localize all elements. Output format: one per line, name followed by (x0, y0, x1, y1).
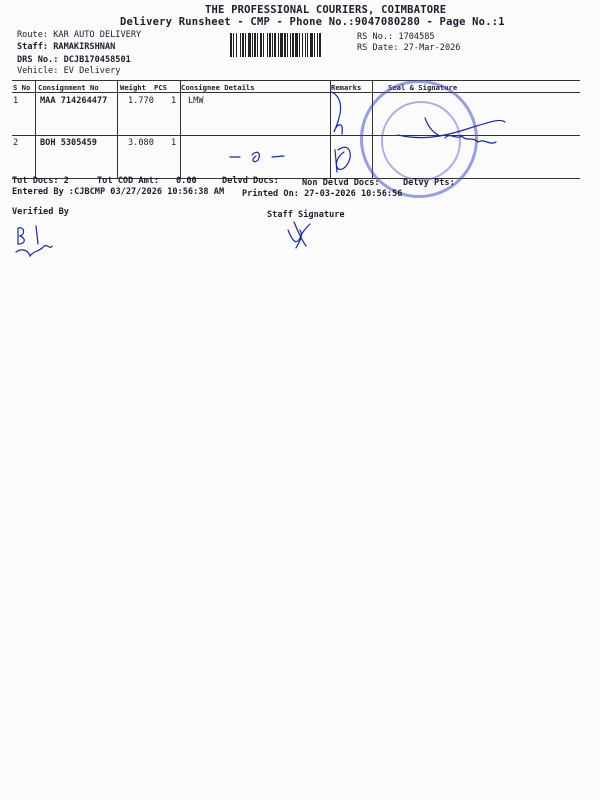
header-sno: S No (13, 83, 31, 92)
route-text: Route: KAR AUTO DELIVERY (17, 30, 142, 40)
rs-number: RS No.: 1704585 (357, 32, 435, 42)
header-seal: Seal & Signature (388, 83, 458, 92)
header-consignee: Consignee Details (181, 83, 255, 92)
staff-signature-label: Staff Signature (267, 210, 345, 220)
header-pcs: PCS (154, 83, 167, 92)
rs-date: RS Date: 27-Mar-2026 (357, 43, 461, 53)
drs-text: DRS No.: DCJB170458501 (17, 55, 131, 65)
header-remarks: Remarks (331, 83, 362, 92)
row1-consignment: MAA 714264477 (40, 96, 108, 106)
header-consignment: Consignment No (38, 83, 99, 92)
verified-by-label: Verified By (12, 207, 69, 217)
row1-consignee: LMW (188, 96, 204, 106)
tot-cod-value: 0.00 (176, 176, 197, 186)
row1-pcs: 1 (171, 96, 177, 106)
printed-on: Printed On: 27-03-2026 10:56:56 (242, 189, 403, 199)
header-weight: Weight (120, 83, 146, 92)
vehicle-text: Vehicle: EV Delivery (17, 66, 121, 76)
runsheet-title: Delivery Runsheet - CMP - Phone No.:9047080280 - Page No.:1 (120, 16, 505, 28)
delvd-docs: Delvd Docs: (222, 176, 279, 186)
tot-docs: Tot Docs: 2 (12, 176, 69, 186)
row2-weight: 3.080 (128, 138, 154, 148)
row1-weight: 1.770 (128, 96, 154, 106)
company-title: THE PROFESSIONAL COURIERS, COIMBATORE (205, 4, 447, 16)
tot-cod-label: Tot COD Amt: (97, 176, 160, 186)
non-delvd-docs: Non Delvd Docs: (302, 178, 380, 188)
row2-consignment: BOH 5305459 (40, 138, 97, 148)
entered-by: Entered By :CJBCMP 03/27/2026 10:56:38 AM (12, 187, 225, 197)
row1-sno: 1 (13, 96, 19, 106)
row2-sno: 2 (13, 138, 19, 148)
row2-pcs: 1 (171, 138, 177, 148)
staff-text: Staff: RAMAKIRSHNAN (17, 42, 116, 52)
delvy-pts: Delvy Pts: (403, 178, 455, 188)
